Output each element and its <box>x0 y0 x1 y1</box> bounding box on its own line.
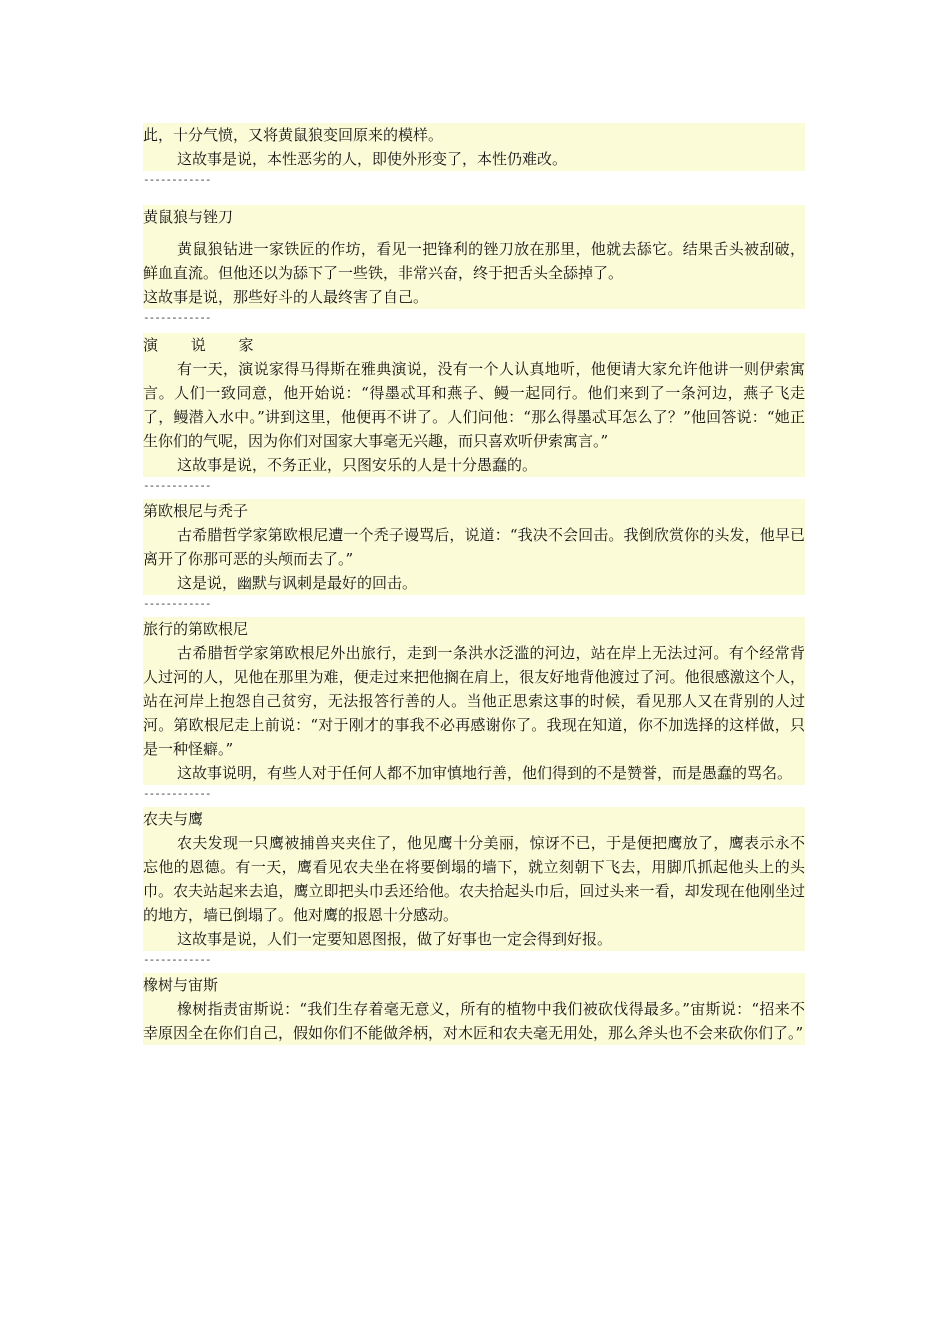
story-title: 旅行的第欧根尼 <box>143 620 249 638</box>
paragraph: 古希腊哲学家第欧根尼遭一个秃子谩骂后，说道：“我决不会回击。我倒欣赏你的头发，他早已离开了你那可恶的头颅而去了。” <box>143 526 805 568</box>
story-weasel-ending <box>143 123 805 171</box>
paragraph: 古希腊哲学家第欧根尼外出旅行，走到一条洪水泛滥的河边，站在岸上无法过河。有个经常背人过河的人，见他在那里为难，便走过来把他搁在肩上，很友好地背他渡过了河。他很感激这个人，站在河岸上抱怨自己贫穷，无法报答行善的人。当他正思索这事的时候，看见那人又在背别的人过河。第欧根尼走上前说：“对于刚才的事我不必再感谢你了。我现在知道，你不加选择的这样做，只是一种怪癖。” <box>143 644 805 758</box>
moral: 这故事是说，不务正业，只图安乐的人是十分愚蠢的。 <box>177 456 538 474</box>
paragraph: 农夫发现一只鹰被捕兽夹夹住了，他见鹰十分美丽，惊讶不已，于是便把鹰放了，鹰表示永不忘他的恩德。有一天，鹰看见农夫坐在将要倒塌的墙下，就立刻朝下飞去，用脚爪抓起他头上的头巾。农夫站起来去追，鹰立即把头巾丢还给他。农夫拾起头巾后，回过头来一看，却发现在他刚坐过的地方，墙已倒塌了。他对鹰的报恩十分感动。 <box>143 834 805 924</box>
story-title: 橡树与宙斯 <box>143 976 219 994</box>
story-weasel-and-file <box>143 205 805 309</box>
moral: 这故事是说，那些好斗的人最终害了自己。 <box>143 288 429 306</box>
story-title: 黄鼠狼与锉刀 <box>143 208 234 226</box>
moral: 这故事是说，本性恶劣的人，即使外形变了，本性仍难改。 <box>177 150 568 168</box>
moral: 这是说，幽默与讽刺是最好的回击。 <box>177 574 418 592</box>
paragraph: 橡树指责宙斯说：“我们生存着毫无意义，所有的植物中我们被砍伐得最多。”宙斯说：“招来不幸原因全在你们自己，假如你们不能做斧柄，对木匠和农夫毫无用处，那么斧头也不会来砍你们了。” <box>143 1000 805 1042</box>
story-title: 农夫与鹰 <box>143 810 204 828</box>
separator: ------------ <box>143 173 211 186</box>
paragraph: 有一天，演说家得马得斯在雅典演说，没有一个人认真地听，他便请大家允许他讲一则伊索寓言。人们一致同意，他开始说：“得墨忒耳和燕子、鳗一起同行。他们来到了一条河边，燕子飞走了，鳗潜入水中。”讲到这里，他便再不讲了。人们问他：“那么得墨忒耳怎么了？”他回答说：“她正生你们的气呢，因为你们对国家大事毫无兴趣，而只喜欢听伊索寓言。” <box>143 360 805 450</box>
story-title: 演 说 家 <box>143 336 268 354</box>
separator: ------------ <box>143 787 211 800</box>
moral: 这故事说明，有些人对于任何人都不加审慎地行善，他们得到的不是赞誉，而是愚蠢的骂名。 <box>177 764 793 782</box>
story-oak-and-zeus <box>143 973 805 1045</box>
paragraph: 此，十分气愤，又将黄鼠狼变回原来的模样。 <box>143 126 444 144</box>
story-orator <box>143 333 805 477</box>
separator: ------------ <box>143 597 211 610</box>
separator: ------------ <box>143 953 211 966</box>
story-traveling-diogenes <box>143 617 805 785</box>
moral: 这故事是说，人们一定要知恩图报，做了好事也一定会得到好报。 <box>177 930 613 948</box>
story-title: 第欧根尼与秃子 <box>143 502 249 520</box>
paragraph: 黄鼠狼钻进一家铁匠的作坊，看见一把锋利的锉刀放在那里，他就去舔它。结果舌头被刮破，鲜血直流。但他还以为舔下了一些铁，非常兴奋，终于把舌头全舔掉了。 <box>143 240 805 282</box>
story-diogenes-and-bald <box>143 499 805 595</box>
separator: ------------ <box>143 311 211 324</box>
story-farmer-and-eagle <box>143 807 805 951</box>
separator: ------------ <box>143 479 211 492</box>
document-page <box>143 123 805 1045</box>
